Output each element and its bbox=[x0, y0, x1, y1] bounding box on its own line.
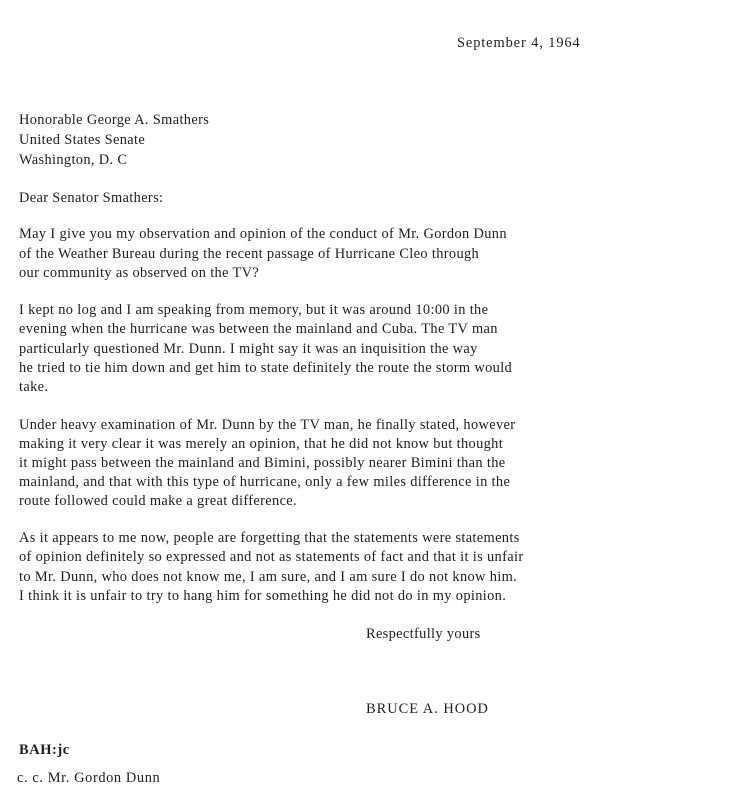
typist-initials: BAH:jc bbox=[19, 742, 70, 758]
paragraph-line: to Mr. Dunn, who does not know me, I am sure, and I am sure I do not know him. bbox=[19, 569, 518, 585]
paragraph-line: mainland, and that with this type of hurricane, only a few miles difference in the bbox=[19, 474, 511, 490]
paragraph-line: route followed could make a great difference. bbox=[19, 493, 297, 509]
recipient-org: United States Senate bbox=[19, 132, 146, 148]
salutation: Dear Senator Smathers: bbox=[19, 190, 164, 206]
paragraph-line: it might pass between the mainland and Bimini, possibly nearer Bimini than the bbox=[19, 455, 506, 471]
paragraph-line: Under heavy examination of Mr. Dunn by the TV man, he finally stated, however bbox=[19, 417, 516, 433]
signature-name: BRUCE A. HOOD bbox=[366, 701, 489, 717]
paragraph-line: evening when the hurricane was between the mainland and Cuba. The TV man bbox=[19, 321, 498, 337]
paragraph-line: May I give you my observation and opinion of the conduct of Mr. Gordon Dunn bbox=[19, 226, 507, 242]
letter-date: September 4, 1964 bbox=[457, 35, 581, 51]
paragraph-line: making it very clear it was merely an opinion, that he did not know but thought bbox=[19, 436, 504, 452]
closing: Respectfully yours bbox=[366, 626, 481, 642]
paragraph-line: take. bbox=[19, 379, 49, 395]
recipient-name: Honorable George A. Smathers bbox=[19, 112, 210, 128]
paragraph-line: of the Weather Bureau during the recent passage of Hurricane Cleo through bbox=[19, 246, 480, 262]
carbon-copy: c. c. Mr. Gordon Dunn bbox=[17, 770, 161, 786]
paragraph-line: our community as observed on the TV? bbox=[19, 265, 260, 281]
paragraph-line: he tried to tie him down and get him to state definitely the route the storm would bbox=[19, 360, 513, 376]
paragraph-line: I kept no log and I am speaking from memory, but it was around 10:00 in the bbox=[19, 302, 489, 318]
recipient-city: Washington, D. C bbox=[19, 152, 128, 168]
paragraph-line: of opinion definitely so expressed and not as statements of fact and that it is unfair bbox=[19, 549, 524, 565]
paragraph-line: particularly questioned Mr. Dunn. I might say it was an inquisition the way bbox=[19, 341, 478, 357]
paragraph-line: As it appears to me now, people are forgetting that the statements were statements bbox=[19, 530, 520, 546]
paragraph-line: I think it is unfair to try to hang him for something he did not do in my opinion. bbox=[19, 588, 507, 604]
